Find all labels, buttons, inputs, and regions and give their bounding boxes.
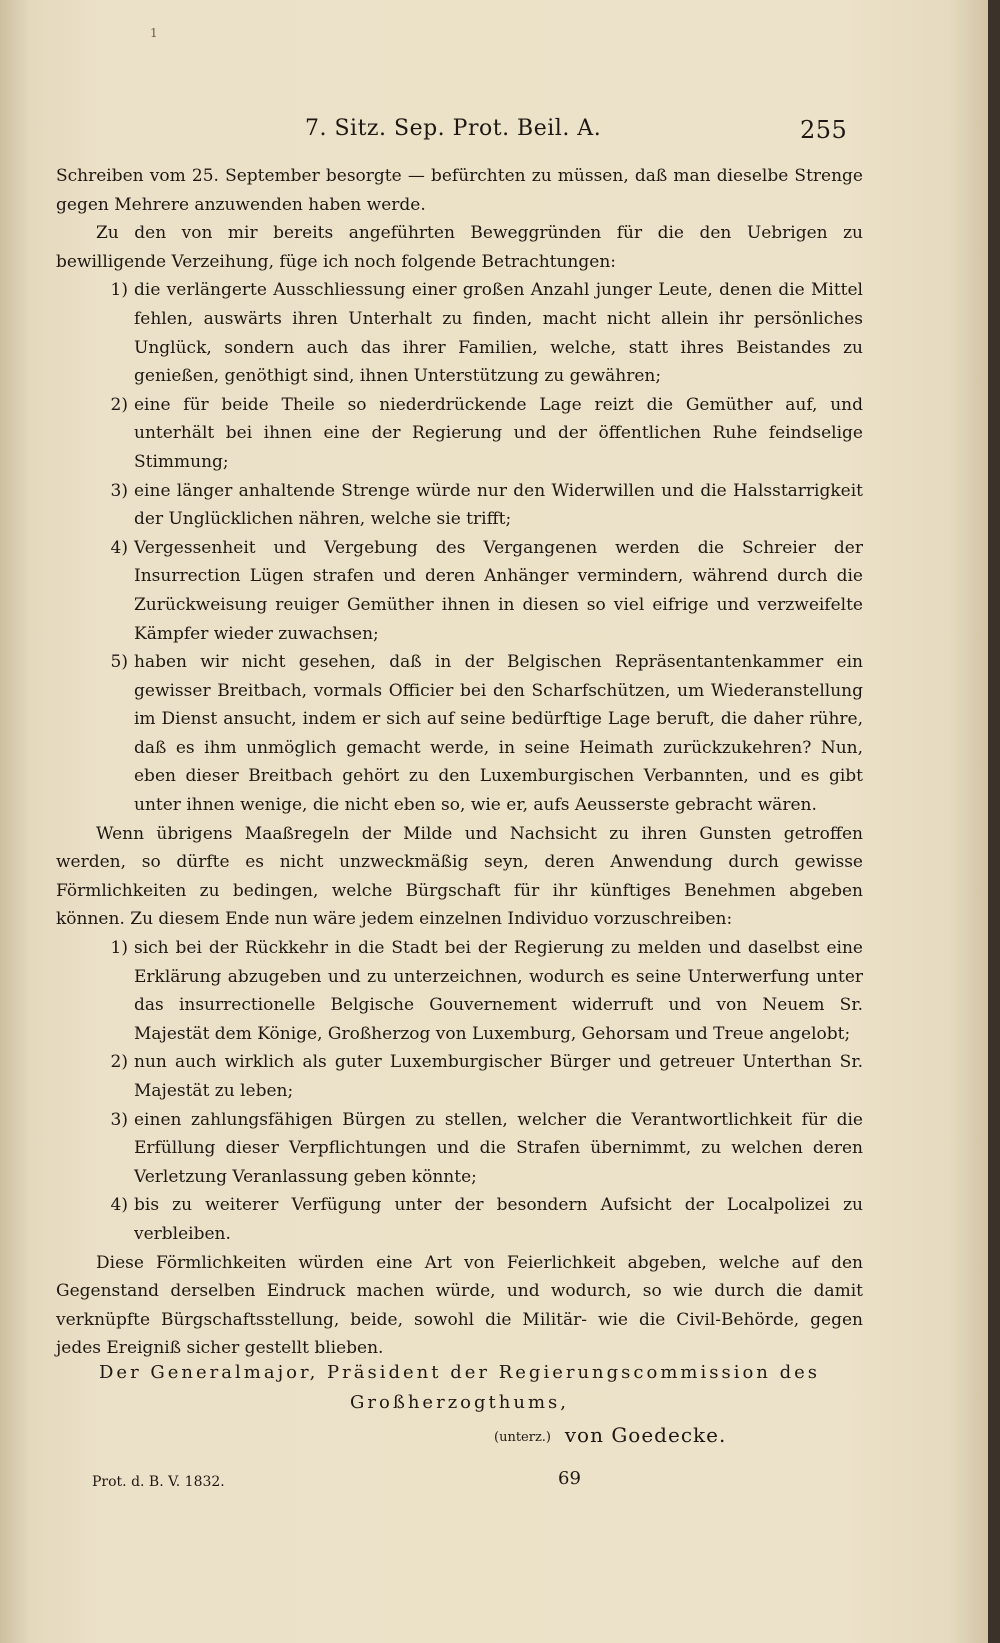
signatory-name: von Goedecke. [564, 1423, 727, 1447]
footer-reference: Prot. d. B. V. 1832. [92, 1474, 225, 1490]
list-item [56, 534, 863, 648]
conditions-list [56, 934, 863, 1249]
item-number: 4) [110, 537, 128, 558]
running-head: 7. Sitz. Sep. Prot. Beil. A. [305, 116, 602, 141]
item-text: eine länger anhaltende Strenge würde nur den Widerwillen und die Halsstarrigkeit der Unglücklichen nähren, welche sie trifft; [134, 480, 863, 530]
item-number: 1) [110, 938, 128, 959]
item-text: nun auch wirklich als guter Luxemburgischer Bürger und getreuer Unterthan Sr. Majestät zu leben; [134, 1052, 863, 1101]
signature-title-line: Der Generalmajor, Präsident der Regierungscommission des [98, 1362, 821, 1383]
footer-sheet-number: 69 [558, 1468, 581, 1489]
item-text: sich bei der Rückkehr in die Stadt bei der Regierung zu melden und daselbst eine Erklärung abzugeben und zu unterzeichnen, wodurch es seine Unterwerfung unter das insurrectionelle Belgische Gouvernement widerruft und von Neuem Sr. Majestät dem Könige, Großherzog von Luxemburg, Gehorsam und Treue angelobt; [134, 938, 863, 1044]
item-number: 2) [110, 1052, 128, 1073]
item-text: einen zahlungsfähigen Bürgen zu stellen, welcher die Verantwortlichkeit für die Erfüllung dieser Verpflichtungen und die Strafen übernimmt, zu welchen deren Verletzung Veranlassung geben könnte; [134, 1109, 863, 1187]
item-text: haben wir nicht gesehen, daß in der Belgischen Repräsentantenkammer ein gewisser Breitbach, vormals Officier bei den Scharfschützen, um Wiederanstellung im Dienst ansucht, indem er sich auf seine bedürftige Lage beruft, die daher rühre, daß es ihm unmöglich gemacht werde, in seine Heimath zurückzukehren? Nun, eben dieser Breitbach gehört zu den Luxemburgischen Verbannten, und es gibt unter ihnen wenige, die nicht eben so, wie er, aufs Aeusserste gebracht wären. [134, 652, 863, 816]
paragraph-2: Zu den von mir bereits angeführten Beweggründen für die den Uebrigen zu bewilligende Verzeihung, füge ich noch folgende Betrachtungen: [56, 223, 863, 272]
list-item [56, 1106, 863, 1192]
list-item [56, 276, 863, 390]
list-item [56, 1048, 863, 1105]
item-number: 3) [110, 1109, 128, 1130]
consideration-list [56, 276, 863, 819]
list-item [56, 477, 863, 534]
list-item [56, 391, 863, 477]
body-text [56, 162, 863, 1363]
item-text: Vergessenheit und Vergebung des Vergangenen werden die Schreier der Insurrection Lügen strafen und deren Anhänger vermindern, während durch die Zurückweisung reuiger Gemüther ihnen in diesen so viel eifrige und verzweifelte Kämpfer wieder zuwachsen; [134, 537, 863, 644]
signature-block [56, 1358, 863, 1453]
signature-title-line-2: Großherzogthums, [350, 1392, 569, 1413]
signature-name-line [56, 1420, 863, 1453]
paragraph-1: Schreiben vom 25. September besorgte — befürchten zu müssen, daß man dieselbe Strenge gegen Mehrere anzuwenden haben werde. [56, 166, 863, 215]
list-item [56, 648, 863, 820]
item-number: 4) [110, 1195, 128, 1216]
paragraph-3: Wenn übrigens Maaßregeln der Milde und Nachsicht zu ihren Gunsten getroffen werden, so dürfte es nicht unzweckmäßig seyn, deren Anwendung durch gewisse Förmlichkeiten zu bedingen, welche Bürgschaft für ihr künftiges Benehmen abgeben können. Zu diesem Ende nun wäre jedem einzelnen Individuo vorzuschreiben: [56, 823, 863, 930]
item-number: 1) [110, 280, 128, 301]
item-text: die verlängerte Ausschliessung einer großen Anzahl junger Leute, denen die Mittel fehlen, auswärts ihren Unterhalt zu finden, macht nicht allein ihr persönliches Unglück, sondern auch das ihrer Familien, welche, statt ihres Beistandes zu genießen, genöthigt sind, ihnen Unterstützung zu gewähren; [134, 280, 863, 387]
item-text: eine für beide Theile so niederdrückende Lage reizt die Gemüther auf, und unterhält bei ihnen eine der Regierung und der öffentlichen Ruhe feindselige Stimmung; [134, 394, 863, 472]
list-item [56, 934, 863, 1048]
item-text: bis zu weiterer Verfügung unter der besondern Aufsicht der Localpolizei zu verbleiben. [134, 1195, 863, 1244]
list-item [56, 1191, 863, 1248]
item-number: 5) [110, 652, 128, 673]
item-number: 3) [110, 480, 128, 501]
signed-note: (unterz.) [494, 1430, 552, 1445]
paragraph-4: Diese Förmlichkeiten würden eine Art von Feierlichkeit abgeben, welche auf den Gegenstand derselben Eindruck machen würde, und wodurch, so wie durch die damit verknüpfte Bürgschaftsstellung, beide, sowohl die Militär- wie die Civil-Behörde, gegen jedes Ereigniß sicher gestellt blieben. [56, 1252, 863, 1359]
top-mark: 1 [150, 26, 158, 40]
page-number: 255 [800, 116, 848, 144]
item-number: 2) [110, 394, 128, 415]
